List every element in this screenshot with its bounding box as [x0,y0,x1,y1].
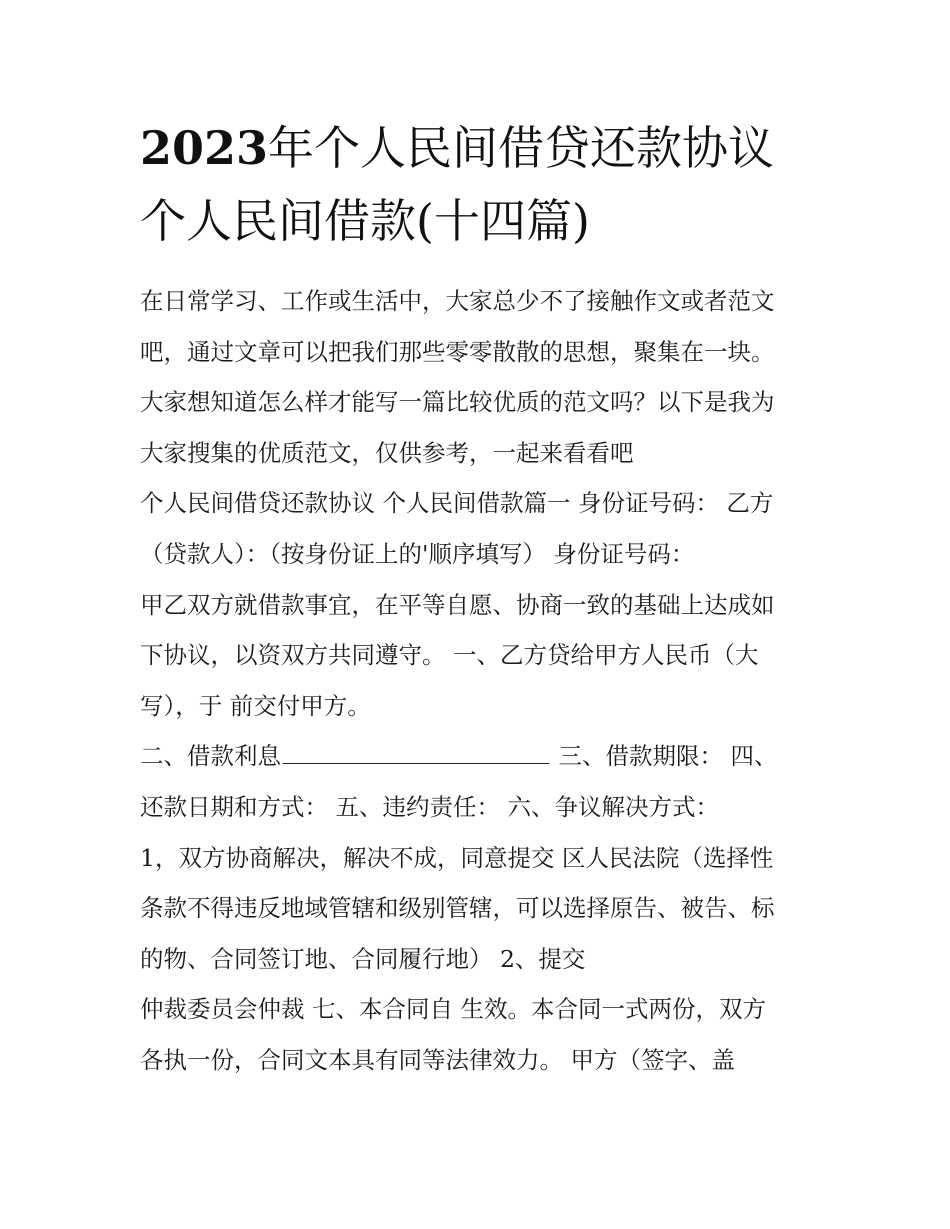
text-line: 在日常学习、工作或生活中，大家总少不了接触作文或者范文 [140,287,775,315]
paragraph-parties [140,478,830,579]
paragraph-agreement [140,580,830,732]
text-line: 甲乙双方就借款事宜，在平等自愿、协商一致的基础上达成如 [140,590,775,619]
interest-label: 二、借款利息 [140,742,281,771]
text-line: 的物、合同签订地、合同履行地） 2、提交 [140,944,586,973]
text-line: 各执一份，合同文本具有同等法律效力。 甲方（签字、盖 [140,1045,735,1074]
text-line: 个人民间借贷还款协议 个人民间借款篇一 身份证号码： 乙方 [140,489,774,518]
paragraph-dispute [140,833,830,985]
text-line: 吧，通过文章可以把我们那些零零散散的思想，聚集在一块。 [140,337,775,366]
title-line-1-text: 年个人民间借贷还款协议 [268,121,775,175]
paragraph-intro [140,276,830,478]
title-line-1 [140,112,840,185]
text-line: 大家搜集的优质范文，仅供参考，一起来看看吧 [140,438,634,467]
text-line: 1，双方协商解决，解决不成，同意提交 区人民法院（选择性 [140,843,774,872]
paragraph-effect [140,984,830,1085]
text-line: 还款日期和方式： 五、违约责任： 六、争议解决方式： [140,792,719,821]
title-line-2: 个人民间借款(十四篇) [140,194,590,248]
text-line: 大家想知道怎么样才能写一篇比较优质的范文吗？以下是我为 [140,388,775,417]
text-line: 仲裁委员会仲裁 七、本合同自 生效。本合同一式两份，双方 [140,995,766,1024]
paragraph-terms [140,731,830,832]
title-year: 2023 [140,121,269,175]
document-title [140,112,840,258]
document-body [140,276,830,1086]
term-labels: 三、借款期限： 四、 [551,742,778,771]
text-line: 写），于 前交付甲方。 [140,691,371,720]
text-line-with-blank [140,731,830,782]
text-line: 条款不得违反地域管辖和级别管辖，可以选择原告、被告、标 [140,894,775,923]
interest-blank-underline [283,743,549,764]
text-line: （贷款人）：（按身份证上的'顺序填写） 身份证号码： [140,539,695,568]
text-line: 下协议，以资双方共同遵守。 一、乙方贷给甲方人民币（大 [140,641,759,670]
